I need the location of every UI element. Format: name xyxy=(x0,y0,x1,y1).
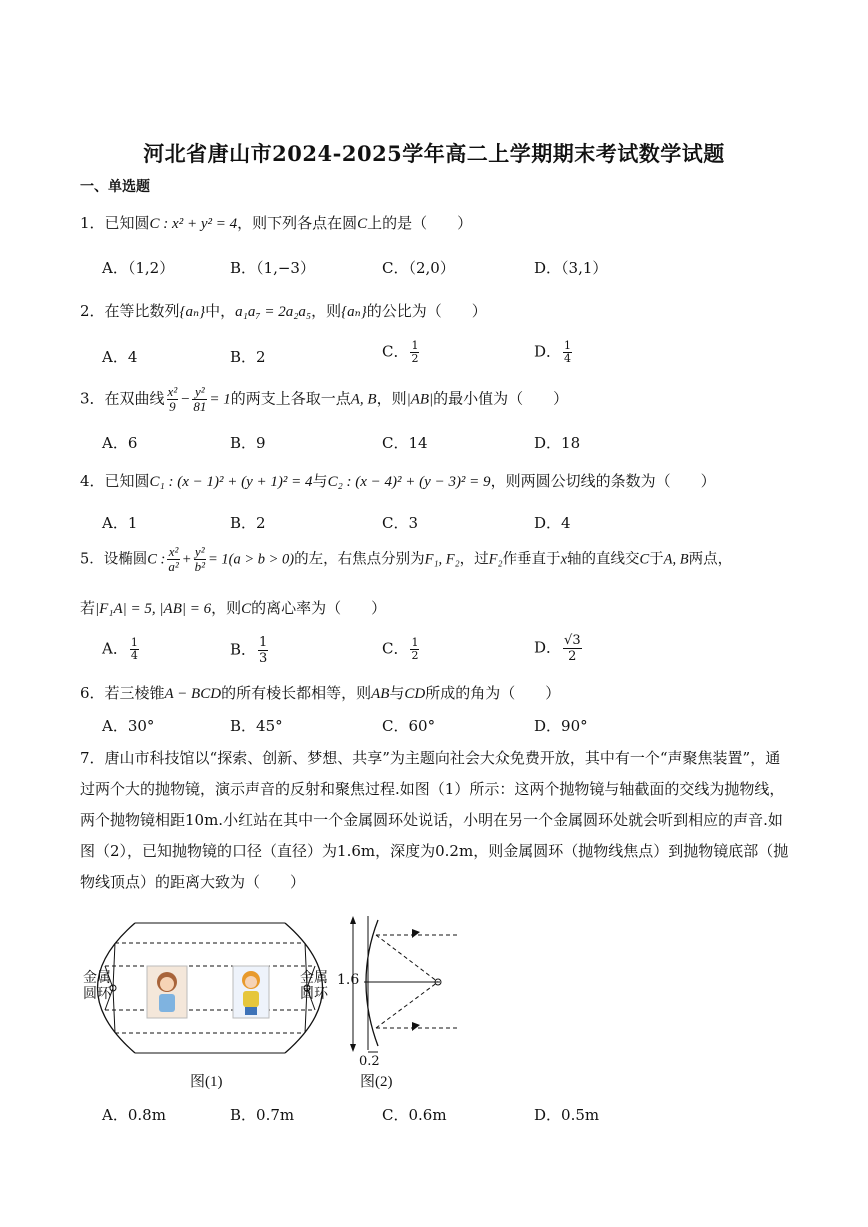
q4-option-c[interactable]: C．3 xyxy=(382,514,419,532)
question-6-stem: 6．若三棱锥A − BCD的所有棱长都相等，则AB与CD所成的角为（ ） xyxy=(80,684,561,702)
question-2-stem: 2．在等比数列{aₙ}中，a₁a₇ = 2a₂a₅，则{aₙ}的公比为（ ） xyxy=(80,302,487,320)
q7-option-b[interactable]: B．0.7m xyxy=(230,1106,295,1124)
ring-label-left: 金属 圆环 xyxy=(83,970,111,1002)
question-3-stem: 3．在双曲线 $\frac{\text{x²}}{9}$ − $\frac{\text{y²}}{81}$ = 1的两支上各取一点A, B，则|AB|的最小值为（ ） xyxy=(80,384,569,414)
q7-option-c[interactable]: C．0.6m xyxy=(382,1106,447,1124)
q4-option-a[interactable]: A．1 xyxy=(102,514,138,532)
page-title: 河北省唐山市2024-2025学年高二上学期期末考试数学试题 xyxy=(143,141,725,166)
q3-option-b[interactable]: B．9 xyxy=(230,434,266,452)
fraction: $\frac{1}{4}$ xyxy=(564,339,572,365)
section-heading: 一、单选题 xyxy=(80,179,150,195)
q5-option-a[interactable]: A． $\frac{1}{4}$ xyxy=(102,636,138,662)
q1-option-b[interactable]: B．（1,−3） xyxy=(230,259,315,277)
q6-option-b[interactable]: B．45° xyxy=(230,717,283,735)
q3-option-d[interactable]: D．18 xyxy=(534,434,581,452)
question-5-stem: 5．设椭圆C : $\frac{\text{x²}}{\text{a²}}$ + $\frac{\text{y²}}{\text{b²}}$ = 1(a > b > 0)的左，右焦点分别为F₁, F₂，过F₂作垂直于x轴的直线交C于A, B两点， xyxy=(80,544,733,574)
q4-option-d[interactable]: D．4 xyxy=(534,514,571,532)
fraction: $\frac{1}{2}$ xyxy=(411,339,419,365)
q2-option-c[interactable]: C． $\frac{1}{2}$ xyxy=(382,339,419,365)
figure-1-label: 图(1) xyxy=(190,1074,223,1090)
figure-2-label: 图(2) xyxy=(360,1074,393,1090)
q3-option-c[interactable]: C．14 xyxy=(382,434,428,452)
q4-option-b[interactable]: B．2 xyxy=(230,514,266,532)
q3-option-a[interactable]: A．6 xyxy=(102,434,138,452)
question-7-stem: 7．唐山市科技馆以“探索、创新、梦想、共享”为主题向社会大众免费开放，其中有一个“声聚焦装置”，通过两个大的抛物镜，演示声音的反射和聚焦过程.如图（1）所示：这两个抛物镜与轴截面的交线为抛物线，两个抛物镜相距10m.小红站在其中一个金属圆环处说话，小明在另一个金属圆环处就会听到相应的声音.如图（2），已知抛物镜的口径（直径）为1.6m，深度为0.2m，则金属圆环（抛物线焦点）到抛物镜底部（抛物线顶点）的距离大致为（ ） xyxy=(80,749,789,891)
question-1-stem: 1．已知圆C : x² + y² = 4，则下列各点在圆C上的是（ ） xyxy=(80,214,473,232)
q6-option-d[interactable]: D．90° xyxy=(534,717,588,735)
q1-option-a[interactable]: A．（1,2） xyxy=(102,259,175,277)
q2-option-d[interactable]: D． $\frac{1}{4}$ xyxy=(534,339,572,365)
question-4-stem: 4．已知圆C₁ : (x − 1)² + (y + 1)² = 4与C₂ : (x − 4)² + (y − 3)² = 9，则两圆公切线的条数为（ ） xyxy=(80,472,716,490)
q1-option-d[interactable]: D．（3,1） xyxy=(534,259,608,277)
q2-option-a[interactable]: A．4 xyxy=(102,348,138,366)
q5-option-c[interactable]: C． $\frac{1}{2}$ xyxy=(382,636,419,662)
dimension-height: 1.6 xyxy=(337,972,360,988)
q2-option-b[interactable]: B．2 xyxy=(230,348,266,366)
q5-option-b[interactable]: B． $\frac{1}{3}$ xyxy=(230,635,268,666)
ring-label-right: 金属 圆环 xyxy=(300,970,328,1002)
question-5-stem-line2: 若|F₁A| = 5, |AB| = 6，则C的离心率为（ ） xyxy=(80,599,387,617)
q7-option-a[interactable]: A．0.8m xyxy=(102,1106,166,1124)
q5-option-d[interactable]: D． $\frac{√3}{2}$ xyxy=(534,633,581,664)
q6-option-a[interactable]: A．30° xyxy=(102,717,155,735)
q1-option-c[interactable]: C．（2,0） xyxy=(382,259,455,277)
figure-2-mirror-cross-section xyxy=(340,910,470,1060)
dimension-depth: 0.2 xyxy=(359,1054,380,1069)
q6-option-c[interactable]: C．60° xyxy=(382,717,436,735)
q7-option-d[interactable]: D．0.5m xyxy=(534,1106,600,1124)
